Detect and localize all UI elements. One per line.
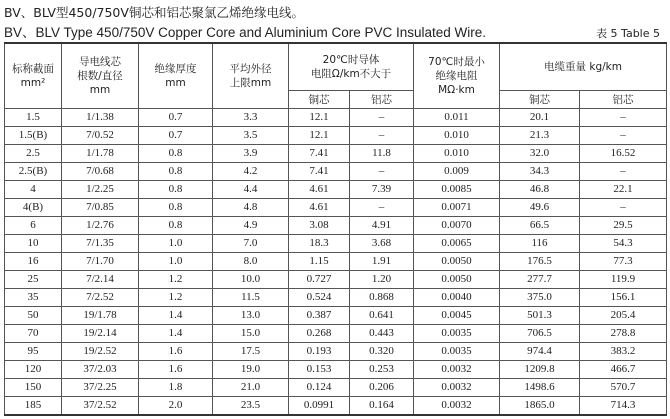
cell-resistance-al: 0.253 [350, 361, 414, 379]
cell-ins-resistance: 0.010 [414, 127, 500, 145]
cell-resistance-cu: 7.41 [289, 145, 350, 163]
cell-insulation: 0.7 [139, 127, 213, 145]
table-row [5, 343, 667, 361]
cell-weight-cu: 277.7 [500, 271, 580, 289]
cell-weight-cu: 706.5 [500, 325, 580, 343]
cell-insulation: 0.8 [139, 217, 213, 235]
cell-resistance-al: 0.164 [350, 397, 414, 416]
cell-resistance-cu: 4.61 [289, 181, 350, 199]
cell-section: 1.5(B) [5, 127, 62, 145]
cell-diameter: 15.0 [213, 325, 289, 343]
cell-resistance-al: – [350, 127, 414, 145]
table-label: 表 5 Table 5 [596, 27, 660, 40]
table-row [5, 109, 667, 127]
cell-weight-cu: 49.6 [500, 199, 580, 217]
header-row [5, 43, 667, 91]
cell-section: 120 [5, 361, 62, 379]
cell-resistance-al: 11.8 [350, 145, 414, 163]
subheader-weight-aluminium: 铝芯 [580, 91, 667, 109]
cell-weight-al: 77.3 [580, 253, 667, 271]
cell-ins-resistance: 0.0032 [414, 361, 500, 379]
cell-weight-al: 22.1 [580, 181, 667, 199]
cell-insulation: 1.4 [139, 325, 213, 343]
cell-ins-resistance: 0.0045 [414, 307, 500, 325]
cell-resistance-al: 7.39 [350, 181, 414, 199]
cell-conductor: 19/2.14 [62, 325, 139, 343]
table-row [5, 307, 667, 325]
table-row [5, 271, 667, 289]
cell-ins-resistance: 0.0032 [414, 397, 500, 416]
cell-weight-al: 278.8 [580, 325, 667, 343]
cell-section: 1.5 [5, 109, 62, 127]
cell-resistance-cu: 0.193 [289, 343, 350, 361]
cell-ins-resistance: 0.0035 [414, 325, 500, 343]
table-row [5, 145, 667, 163]
cell-ins-resistance: 0.0071 [414, 199, 500, 217]
cell-insulation: 1.2 [139, 289, 213, 307]
cell-resistance-al: 0.868 [350, 289, 414, 307]
cell-insulation: 1.6 [139, 343, 213, 361]
cell-conductor: 19/2.52 [62, 343, 139, 361]
subheader-resistance-copper: 铜芯 [289, 91, 350, 109]
cell-resistance-cu: 0.124 [289, 379, 350, 397]
cell-weight-al: 54.3 [580, 235, 667, 253]
cell-section: 4(B) [5, 199, 62, 217]
cell-resistance-al: 0.320 [350, 343, 414, 361]
cell-resistance-al: – [350, 109, 414, 127]
title-english: BV、BLV Type 450/750V Copper Core and Aluminium Core PVC Insulated Wire. [4, 25, 486, 40]
table-row [5, 199, 667, 217]
cell-insulation: 0.8 [139, 181, 213, 199]
cell-resistance-al: 1.91 [350, 253, 414, 271]
cell-ins-resistance: 0.010 [414, 145, 500, 163]
cell-section: 4 [5, 181, 62, 199]
cell-weight-cu: 66.5 [500, 217, 580, 235]
cell-resistance-cu: 0.524 [289, 289, 350, 307]
cell-section: 50 [5, 307, 62, 325]
cell-resistance-al: 1.20 [350, 271, 414, 289]
cell-weight-cu: 176.5 [500, 253, 580, 271]
cell-conductor: 1/1.38 [62, 109, 139, 127]
cell-insulation: 1.2 [139, 271, 213, 289]
cell-insulation: 1.8 [139, 379, 213, 397]
cell-diameter: 10.0 [213, 271, 289, 289]
cell-resistance-al: 3.68 [350, 235, 414, 253]
cell-insulation: 0.8 [139, 163, 213, 181]
spec-table [4, 42, 667, 416]
cell-insulation: 0.8 [139, 145, 213, 163]
cell-conductor: 37/2.03 [62, 361, 139, 379]
cell-section: 2.5 [5, 145, 62, 163]
table-row [5, 127, 667, 145]
cell-section: 35 [5, 289, 62, 307]
table-row [5, 181, 667, 199]
cell-ins-resistance: 0.0032 [414, 379, 500, 397]
subheader-resistance-aluminium: 铝芯 [350, 91, 414, 109]
cell-conductor: 7/1.35 [62, 235, 139, 253]
subheader-weight-copper: 铜芯 [500, 91, 580, 109]
cell-diameter: 13.0 [213, 307, 289, 325]
cell-conductor: 7/2.52 [62, 289, 139, 307]
cell-ins-resistance: 0.009 [414, 163, 500, 181]
table-row [5, 361, 667, 379]
table-row [5, 289, 667, 307]
cell-diameter: 4.8 [213, 199, 289, 217]
cell-section: 25 [5, 271, 62, 289]
cell-weight-cu: 1209.8 [500, 361, 580, 379]
cell-section: 10 [5, 235, 62, 253]
cell-insulation: 1.4 [139, 307, 213, 325]
cell-diameter: 8.0 [213, 253, 289, 271]
cell-resistance-cu: 12.1 [289, 127, 350, 145]
cell-resistance-cu: 0.387 [289, 307, 350, 325]
cell-ins-resistance: 0.011 [414, 109, 500, 127]
header-cable-weight: 电缆重量 kg/km [500, 43, 667, 91]
table-row [5, 217, 667, 235]
header-conductor-resistance: 20℃时导体 电阻Ω/km不大于 [289, 43, 414, 91]
cell-weight-cu: 1865.0 [500, 397, 580, 416]
cell-weight-al: – [580, 109, 667, 127]
cell-section: 6 [5, 217, 62, 235]
cell-conductor: 1/2.76 [62, 217, 139, 235]
cell-weight-al: – [580, 163, 667, 181]
cell-conductor: 7/0.85 [62, 199, 139, 217]
cell-resistance-al: – [350, 199, 414, 217]
cell-weight-al: 714.3 [580, 397, 667, 416]
table-row [5, 253, 667, 271]
cell-conductor: 19/1.78 [62, 307, 139, 325]
cell-weight-cu: 974.4 [500, 343, 580, 361]
cell-ins-resistance: 0.0085 [414, 181, 500, 199]
table-row [5, 235, 667, 253]
cell-weight-al: 119.9 [580, 271, 667, 289]
cell-weight-al: 205.4 [580, 307, 667, 325]
cell-diameter: 4.2 [213, 163, 289, 181]
table-row [5, 379, 667, 397]
cell-conductor: 37/2.52 [62, 397, 139, 416]
cell-section: 16 [5, 253, 62, 271]
cell-section: 70 [5, 325, 62, 343]
cell-insulation: 1.0 [139, 253, 213, 271]
cell-diameter: 3.3 [213, 109, 289, 127]
header-outer-diameter: 平均外径 上限mm [213, 43, 289, 109]
table-row [5, 397, 667, 416]
cell-diameter: 21.0 [213, 379, 289, 397]
cell-conductor: 37/2.25 [62, 379, 139, 397]
cell-diameter: 17.5 [213, 343, 289, 361]
table-row [5, 163, 667, 181]
table-body [5, 109, 667, 416]
cell-weight-cu: 34.3 [500, 163, 580, 181]
cell-resistance-al: – [350, 163, 414, 181]
cell-resistance-cu: 0.153 [289, 361, 350, 379]
cell-weight-cu: 32.0 [500, 145, 580, 163]
cell-resistance-al: 0.641 [350, 307, 414, 325]
header-conductor: 导电线芯 根数/直径 mm [62, 43, 139, 109]
cell-diameter: 11.5 [213, 289, 289, 307]
cell-ins-resistance: 0.0050 [414, 271, 500, 289]
cell-insulation: 1.6 [139, 361, 213, 379]
cell-ins-resistance: 0.0070 [414, 217, 500, 235]
cell-resistance-al: 0.443 [350, 325, 414, 343]
cell-weight-al: 29.5 [580, 217, 667, 235]
cell-weight-cu: 375.0 [500, 289, 580, 307]
cell-resistance-cu: 7.41 [289, 163, 350, 181]
cell-weight-cu: 20.1 [500, 109, 580, 127]
cell-weight-cu: 116 [500, 235, 580, 253]
cell-resistance-cu: 4.61 [289, 199, 350, 217]
cell-diameter: 3.5 [213, 127, 289, 145]
cell-resistance-al: 0.206 [350, 379, 414, 397]
title-chinese: BV、BLV型450/750V铜芯和铝芯聚氯乙烯绝缘电线。 [4, 5, 304, 20]
cell-diameter: 23.5 [213, 397, 289, 416]
cell-weight-cu: 21.3 [500, 127, 580, 145]
cell-weight-al: 570.7 [580, 379, 667, 397]
cell-resistance-cu: 18.3 [289, 235, 350, 253]
cell-diameter: 7.0 [213, 235, 289, 253]
cell-weight-cu: 1498.6 [500, 379, 580, 397]
cell-insulation: 2.0 [139, 397, 213, 416]
cell-ins-resistance: 0.0065 [414, 235, 500, 253]
cell-weight-cu: 501.3 [500, 307, 580, 325]
cell-section: 185 [5, 397, 62, 416]
cell-ins-resistance: 0.0040 [414, 289, 500, 307]
cell-conductor: 7/0.68 [62, 163, 139, 181]
cell-conductor: 7/2.14 [62, 271, 139, 289]
cell-diameter: 3.9 [213, 145, 289, 163]
cell-resistance-cu: 0.268 [289, 325, 350, 343]
header-nominal-section: 标称截面 mm² [5, 43, 62, 109]
cell-ins-resistance: 0.0035 [414, 343, 500, 361]
cell-conductor: 1/1.78 [62, 145, 139, 163]
cell-weight-al: 16.52 [580, 145, 667, 163]
cell-resistance-cu: 12.1 [289, 109, 350, 127]
cell-insulation: 1.0 [139, 235, 213, 253]
cell-section: 150 [5, 379, 62, 397]
cell-weight-al: – [580, 127, 667, 145]
cell-resistance-cu: 3.08 [289, 217, 350, 235]
cell-diameter: 4.9 [213, 217, 289, 235]
cell-conductor: 1/2.25 [62, 181, 139, 199]
header-insulation-resistance: 70℃时最小 绝缘电阻 MΩ·km [414, 43, 500, 109]
cell-resistance-cu: 0.727 [289, 271, 350, 289]
cell-section: 2.5(B) [5, 163, 62, 181]
cell-weight-al: 383.2 [580, 343, 667, 361]
cell-insulation: 0.8 [139, 199, 213, 217]
cell-insulation: 0.7 [139, 109, 213, 127]
cell-diameter: 4.4 [213, 181, 289, 199]
cell-ins-resistance: 0.0050 [414, 253, 500, 271]
cell-conductor: 7/0.52 [62, 127, 139, 145]
cell-conductor: 7/1.70 [62, 253, 139, 271]
cell-weight-al: 466.7 [580, 361, 667, 379]
header-insulation-thickness: 绝缘厚度 mm [139, 43, 213, 109]
cell-weight-al: – [580, 199, 667, 217]
cell-resistance-cu: 0.0991 [289, 397, 350, 416]
cell-diameter: 19.0 [213, 361, 289, 379]
table-row [5, 325, 667, 343]
cell-section: 95 [5, 343, 62, 361]
cell-resistance-al: 4.91 [350, 217, 414, 235]
cell-resistance-cu: 1.15 [289, 253, 350, 271]
cell-weight-al: 156.1 [580, 289, 667, 307]
cell-weight-cu: 46.8 [500, 181, 580, 199]
